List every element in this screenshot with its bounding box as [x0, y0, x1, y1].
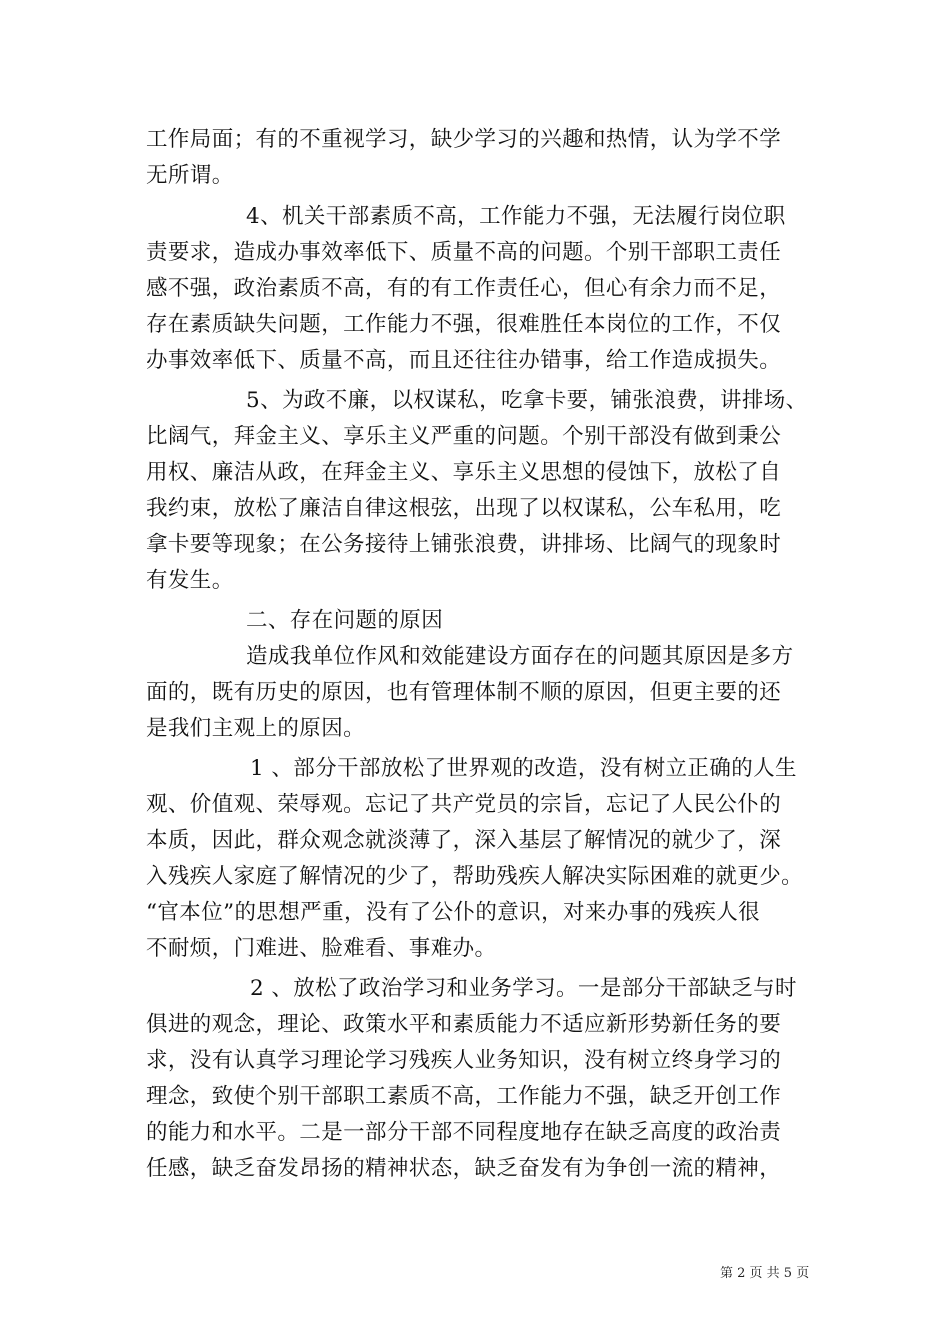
text-line: 有发生。 [146, 568, 234, 593]
text-line: 我约束，放松了廉洁自律这根弦，出现了以权谋私，公车私用，吃 [146, 496, 782, 521]
text-line: 理念，致使个别干部职工素质不高，工作能力不强，缺乏开创工作 [146, 1084, 782, 1109]
text-line: 本质，因此，群众观念就淡薄了，深入基层了解情况的就少了，深 [146, 828, 782, 853]
text-line: 拿卡要等现象；在公务接待上铺张浪费，讲排场、比阔气的现象时 [146, 532, 782, 557]
text-line: 感不强，政治素质不高，有的有工作责任心，但心有余力而不足， [146, 276, 782, 301]
text-line: 办事效率低下、质量不高，而且还往往办错事，给工作造成损失。 [146, 348, 782, 373]
text-line: 造成我单位作风和效能建设方面存在的问题其原因是多方 [246, 644, 794, 669]
text-line: 俱进的观念，理论、政策水平和素质能力不适应新形势新任务的要 [146, 1012, 782, 1037]
section-heading: 二、存在问题的原因 [246, 608, 444, 633]
text-line: 比阔气，拜金主义、享乐主义严重的问题。个别干部没有做到秉公 [146, 424, 782, 449]
text-line: 工作局面；有的不重视学习，缺少学习的兴趣和热情，认为学不学 [146, 127, 782, 152]
text-line: 存在素质缺失问题，工作能力不强，很难胜任本岗位的工作，不仅 [146, 312, 782, 337]
text-line: 的能力和水平。二是一部分干部不同程度地存在缺乏高度的政治责 [146, 1120, 782, 1145]
text-line: 用权、廉洁从政，在拜金主义、享乐主义思想的侵蚀下，放松了自 [146, 460, 782, 485]
text-line: 任感，缺乏奋发昂扬的精神状态，缺乏奋发有为争创一流的精神， [146, 1156, 782, 1181]
text-line: 无所谓。 [146, 163, 234, 188]
text-line: 求，没有认真学习理论学习残疾人业务知识，没有树立终身学习的 [146, 1048, 782, 1073]
text-line: 是我们主观上的原因。 [146, 716, 366, 741]
text-line: “官本位”的思想严重，没有了公仆的意识，对来办事的残疾人很 [146, 900, 761, 925]
text-line: 2 、放松了政治学习和业务学习。一是部分干部缺乏与时 [250, 976, 797, 1001]
text-line: 责要求，造成办事效率低下、质量不高的问题。个别干部职工责任 [146, 240, 782, 265]
text-line: 5、为政不廉，以权谋私，吃拿卡要，铺张浪费，讲排场、 [246, 388, 808, 413]
text-line: 4、机关干部素质不高，工作能力不强，无法履行岗位职 [246, 204, 786, 229]
text-line: 入残疾人家庭了解情况的少了，帮助残疾人解决实际困难的就更少。 [146, 864, 804, 889]
text-line: 不耐烦，门难进、脸难看、事难办。 [146, 936, 497, 961]
text-line: 观、价值观、荣辱观。忘记了共产党员的宗旨，忘记了人民公仆的 [146, 792, 782, 817]
page-footer: 第 2 页 共 5 页 [720, 1266, 810, 1281]
text-line: 面的，既有历史的原因，也有管理体制不顺的原因，但更主要的还 [146, 680, 782, 705]
text-line: 1 、部分干部放松了世界观的改造，没有树立正确的人生 [250, 756, 797, 781]
